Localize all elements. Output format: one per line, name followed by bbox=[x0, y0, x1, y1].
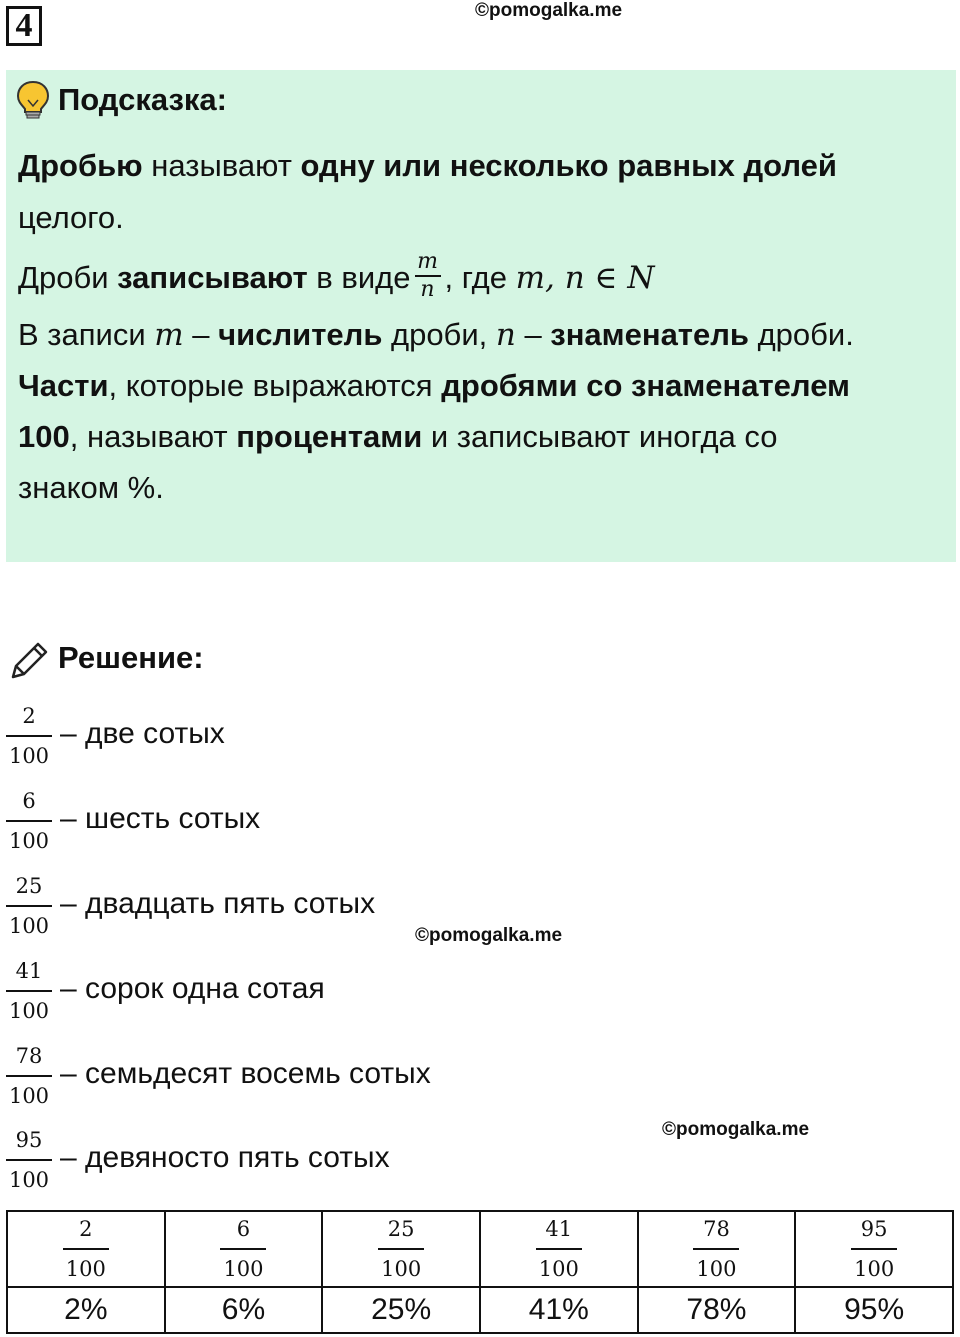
fraction-denominator: 100 bbox=[854, 1257, 895, 1281]
fraction-numerator: 6 bbox=[22, 789, 36, 813]
text-span: , где bbox=[444, 260, 516, 296]
text-span: в виде bbox=[307, 260, 411, 296]
fraction-denominator: 100 bbox=[538, 1257, 579, 1281]
text-span: Дроби bbox=[18, 260, 118, 296]
fraction-denominator: 100 bbox=[8, 1168, 50, 1192]
fraction-numerator: 78 bbox=[703, 1217, 730, 1241]
math-n: n bbox=[495, 317, 516, 353]
fraction-denominator: 100 bbox=[696, 1257, 737, 1281]
fraction-bar bbox=[693, 1248, 739, 1250]
pencil-icon bbox=[8, 636, 52, 680]
fraction-bar bbox=[6, 735, 52, 737]
fraction-denominator: 100 bbox=[8, 744, 50, 768]
fraction-bar bbox=[6, 1075, 52, 1077]
text-span: В записи bbox=[18, 317, 155, 352]
fraction-numerator: 95 bbox=[15, 1128, 43, 1152]
hint-paragraph-1-cont: целого. bbox=[18, 200, 124, 235]
text-span: , называют bbox=[69, 419, 237, 454]
watermark-middle: ©pomogalka.me bbox=[415, 925, 563, 946]
solution-title-label: Решение: bbox=[58, 640, 204, 675]
fraction bbox=[693, 1216, 739, 1282]
hint-title-label: Подсказка: bbox=[58, 82, 227, 117]
fraction-bar bbox=[220, 1248, 266, 1250]
text-span: и записывают иногда со bbox=[422, 419, 778, 454]
fraction-bar bbox=[6, 1159, 52, 1161]
fraction bbox=[6, 788, 52, 854]
fraction bbox=[6, 1043, 52, 1109]
fraction bbox=[6, 958, 52, 1024]
text-span: , которые выражаются bbox=[108, 368, 442, 403]
solution-title bbox=[8, 634, 204, 682]
table-cell bbox=[638, 1211, 796, 1287]
task-number: 4 bbox=[6, 6, 42, 46]
text-span: – bbox=[515, 317, 551, 352]
lightbulb-icon bbox=[16, 80, 50, 120]
fraction-denominator: 100 bbox=[223, 1257, 264, 1281]
table-cell bbox=[795, 1211, 953, 1287]
term-numerator: числитель bbox=[218, 317, 383, 352]
hint-title bbox=[16, 80, 227, 120]
solution-text: – сорок одна сотая bbox=[60, 972, 325, 1005]
term-fractions-100: дробями со знаменателем bbox=[441, 368, 850, 403]
table-cell bbox=[165, 1211, 323, 1287]
fraction bbox=[6, 873, 52, 939]
watermark-top: ©pomogalka.me bbox=[475, 0, 623, 21]
table-cell-percent: 78% bbox=[638, 1287, 796, 1333]
solution-text: – семьдесят восемь сотых bbox=[60, 1057, 431, 1090]
term-denominator: знаменатель bbox=[550, 317, 749, 352]
hint-paragraph-4 bbox=[18, 366, 850, 406]
table-row-percents bbox=[7, 1287, 953, 1333]
solution-row bbox=[6, 696, 225, 776]
hint-paragraph-1 bbox=[18, 146, 837, 186]
table-cell-percent: 2% bbox=[7, 1287, 165, 1333]
text-span: дроби. bbox=[748, 317, 854, 352]
watermark-bottom: ©pomogalka.me bbox=[662, 1119, 810, 1140]
table-cell bbox=[7, 1211, 165, 1287]
solution-row bbox=[6, 866, 375, 946]
math-m: m bbox=[154, 317, 184, 353]
fraction bbox=[378, 1216, 424, 1282]
fraction-numerator: 95 bbox=[860, 1217, 888, 1241]
hint-paragraph-2 bbox=[18, 249, 655, 306]
text-span: – bbox=[183, 317, 219, 352]
term-written: записывают bbox=[117, 260, 308, 296]
math-expression: m, n ∈ N bbox=[515, 260, 655, 297]
solution-text: – две сотых bbox=[60, 717, 225, 750]
fraction bbox=[63, 1216, 109, 1282]
fraction-numerator: 41 bbox=[545, 1217, 573, 1241]
table-cell-percent: 6% bbox=[165, 1287, 323, 1333]
text-span: дроби, bbox=[382, 317, 496, 352]
solution-text: – шесть сотых bbox=[60, 802, 261, 835]
solution-text: – девяносто пять сотых bbox=[60, 1141, 390, 1174]
solution-row bbox=[6, 1120, 390, 1200]
hint-paragraph-6: знаком %. bbox=[18, 470, 164, 505]
fraction-numerator: m bbox=[417, 249, 438, 274]
fraction-bar bbox=[6, 820, 52, 822]
fraction-bar bbox=[536, 1248, 582, 1250]
fraction bbox=[536, 1216, 582, 1282]
fraction-numerator: 41 bbox=[15, 959, 43, 983]
fraction-numerator: 78 bbox=[15, 1044, 43, 1068]
fraction-denominator: 100 bbox=[8, 999, 50, 1023]
fraction-bar bbox=[6, 905, 52, 907]
fraction-bar bbox=[6, 990, 52, 992]
text-span: называют bbox=[142, 148, 301, 183]
table-row-fractions bbox=[7, 1211, 953, 1287]
fraction bbox=[851, 1216, 897, 1282]
solution-row bbox=[6, 951, 325, 1031]
term-100: 100 bbox=[18, 419, 70, 454]
fraction bbox=[6, 1127, 52, 1193]
fraction-denominator: 100 bbox=[8, 1084, 50, 1108]
fraction-denominator: n bbox=[420, 277, 435, 302]
fraction-bar bbox=[63, 1248, 109, 1250]
solution-row bbox=[6, 781, 260, 861]
solution-row bbox=[6, 1036, 431, 1116]
fraction-bar bbox=[378, 1248, 424, 1250]
fraction-numerator: 6 bbox=[236, 1217, 251, 1241]
table-cell-percent: 95% bbox=[795, 1287, 953, 1333]
fraction-denominator: 100 bbox=[381, 1257, 422, 1281]
fraction bbox=[6, 703, 52, 769]
fraction-numerator: 2 bbox=[22, 704, 36, 728]
fraction-numerator: 25 bbox=[387, 1217, 415, 1241]
fraction-numerator: 2 bbox=[79, 1217, 93, 1241]
table-cell bbox=[322, 1211, 480, 1287]
hint-paragraph-5 bbox=[18, 417, 778, 457]
inline-fraction bbox=[415, 250, 441, 302]
term-parts: одну или несколько равных долей bbox=[300, 148, 837, 183]
fraction-numerator: 25 bbox=[15, 874, 43, 898]
fraction-bar bbox=[851, 1248, 897, 1250]
term-percent: процентами bbox=[236, 419, 423, 454]
fraction-denominator: 100 bbox=[65, 1257, 106, 1281]
term-drob: Дробью bbox=[18, 148, 143, 183]
hint-paragraph-3 bbox=[18, 315, 854, 355]
table-cell-percent: 25% bbox=[322, 1287, 480, 1333]
table-cell-percent: 41% bbox=[480, 1287, 638, 1333]
fraction-denominator: 100 bbox=[8, 829, 50, 853]
fraction-denominator: 100 bbox=[8, 914, 50, 938]
fraction bbox=[220, 1216, 266, 1282]
term-parts-of: Части bbox=[18, 368, 109, 403]
table-cell bbox=[480, 1211, 638, 1287]
fraction-percent-table bbox=[6, 1210, 954, 1334]
solution-text: – двадцать пять сотых bbox=[60, 887, 376, 920]
